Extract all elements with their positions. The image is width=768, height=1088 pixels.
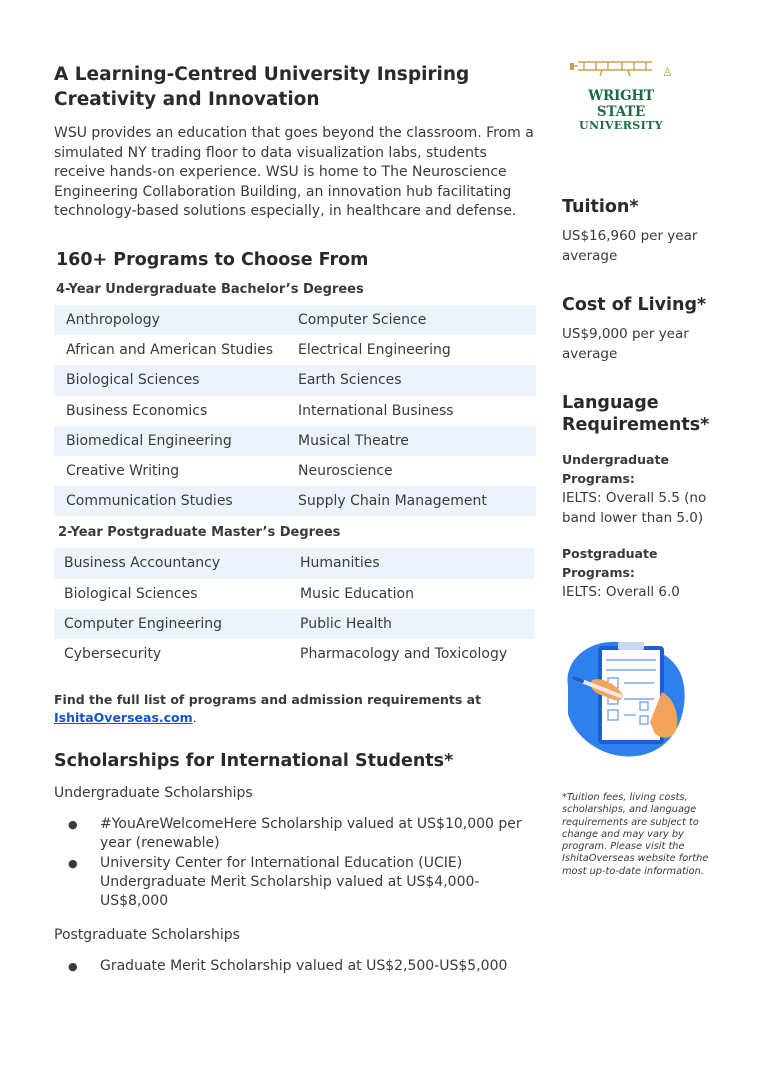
table-row [54, 639, 534, 669]
table-row [54, 486, 536, 516]
table-cell: Computer Engineering [54, 609, 300, 639]
table-cell: Cybersecurity [64, 646, 162, 663]
table-row [54, 609, 534, 639]
main-column [54, 62, 540, 977]
table-cell: Humanities [300, 548, 534, 578]
intro-paragraph: WSU provides an education that goes beyond the classroom. From a simulated NY trading floor to data visualization labs, students receive hands-on experience. WSU is home to The Neuroscience Engineering Collaboration Building, an innovation hub facilitating technology-based solutions especially, in healthcare and defense. [54, 125, 534, 220]
postgrad-scholarships-label: Postgraduate Scholarships [54, 927, 240, 944]
full-list-end: . [192, 710, 197, 726]
undergrad-scholarships-list [54, 815, 540, 911]
postgrad-ielts-value: IELTS: Overall 6.0 [562, 584, 680, 600]
table-cell: Business Economics [66, 402, 208, 419]
bullet-icon: ● [68, 960, 78, 974]
list-item [54, 854, 540, 911]
table-row [54, 396, 536, 426]
language-requirements-heading: Language Requirements* [562, 393, 710, 435]
postgrad-scholarships-list [54, 957, 540, 976]
programs-heading: 160+ Programs to Choose From [56, 249, 369, 270]
postgrad-degrees-heading: 2-Year Postgraduate Master’s Degrees [58, 525, 341, 541]
clipboard-illustration-icon [562, 632, 690, 762]
undergrad-programs-label: Undergraduate Programs: [562, 452, 669, 486]
logo-wordmark [562, 88, 680, 132]
table-row [54, 426, 536, 456]
ishita-overseas-link[interactable]: IshitaOverseas.com [54, 710, 193, 726]
page-title: A Learning-Centred University Inspiring Creativity and Innovation [54, 64, 470, 110]
table-cell: Pharmacology and Toxicology [300, 646, 508, 663]
table-row [54, 579, 534, 609]
full-list-text: Find the full list of programs and admission requirements at [54, 692, 482, 708]
bullet-icon: ● [68, 857, 78, 871]
table-cell: Musical Theatre [298, 426, 536, 456]
undergrad-ielts-value: IELTS: Overall 5.5 (no band lower than 5.0) [562, 490, 707, 526]
table-cell: Music Education [300, 585, 414, 602]
table-cell: Public Health [300, 609, 534, 639]
footnote: *Tuition fees, living costs, scholarships, and language requirements are subject to change and may vary by program. Please visit the IshitaOverseas website forthe most up-to-date information. [562, 792, 709, 877]
table-row [54, 548, 534, 578]
table-cell: Creative Writing [66, 463, 180, 479]
logo-line-2: UNIVERSITY [579, 119, 663, 132]
table-row [54, 305, 536, 335]
table-row [54, 335, 536, 365]
table-cell: Neuroscience [298, 463, 393, 479]
scholarships-heading: Scholarships for International Students* [54, 751, 454, 772]
cost-of-living-heading: Cost of Living* [562, 295, 707, 315]
logo-line-1: WRIGHT STATE [588, 88, 654, 120]
svg-text:♙: ♙ [662, 65, 673, 79]
table-cell: Earth Sciences [298, 365, 536, 395]
full-list-note [54, 691, 540, 727]
university-logo [562, 56, 680, 132]
undergrad-degrees-heading: 4-Year Undergraduate Bachelor’s Degrees [56, 281, 364, 297]
table-cell: Biomedical Engineering [54, 426, 298, 456]
undergrad-programs-table [54, 305, 536, 516]
list-item [54, 957, 540, 976]
table-cell: Biological Sciences [54, 365, 298, 395]
table-cell: Anthropology [54, 305, 298, 335]
biplane-logo-icon [562, 56, 680, 84]
table-row [54, 456, 536, 486]
table-cell: International Business [298, 402, 454, 419]
list-item-text: #YouAreWelcomeHere Scholarship valued at US$10,000 per year (renewable) [100, 816, 522, 852]
tuition-heading: Tuition* [562, 197, 639, 217]
list-item-text: University Center for International Education (UCIE) Undergraduate Merit Scholarship valued at US$4,000-US$8,000 [100, 855, 480, 910]
table-cell: Communication Studies [54, 486, 298, 516]
bullet-icon: ● [68, 818, 78, 832]
undergrad-scholarships-label: Undergraduate Scholarships [54, 785, 253, 802]
cost-of-living-value: US$9,000 per year average [562, 326, 689, 362]
table-cell: Biological Sciences [64, 585, 198, 602]
sidebar [562, 56, 730, 878]
list-item-text: Graduate Merit Scholarship valued at US$2,500-US$5,000 [100, 958, 508, 975]
table-cell: Electrical Engineering [298, 342, 451, 359]
postgrad-programs-label: Postgraduate Programs: [562, 546, 658, 580]
postgrad-programs-table [54, 548, 534, 669]
table-cell: Business Accountancy [54, 548, 300, 578]
table-cell: Computer Science [298, 305, 536, 335]
table-row [54, 365, 536, 395]
list-item [54, 815, 540, 853]
table-cell: Supply Chain Management [298, 486, 536, 516]
tuition-value: US$16,960 per year average [562, 228, 698, 264]
table-cell: African and American Studies [66, 342, 274, 359]
